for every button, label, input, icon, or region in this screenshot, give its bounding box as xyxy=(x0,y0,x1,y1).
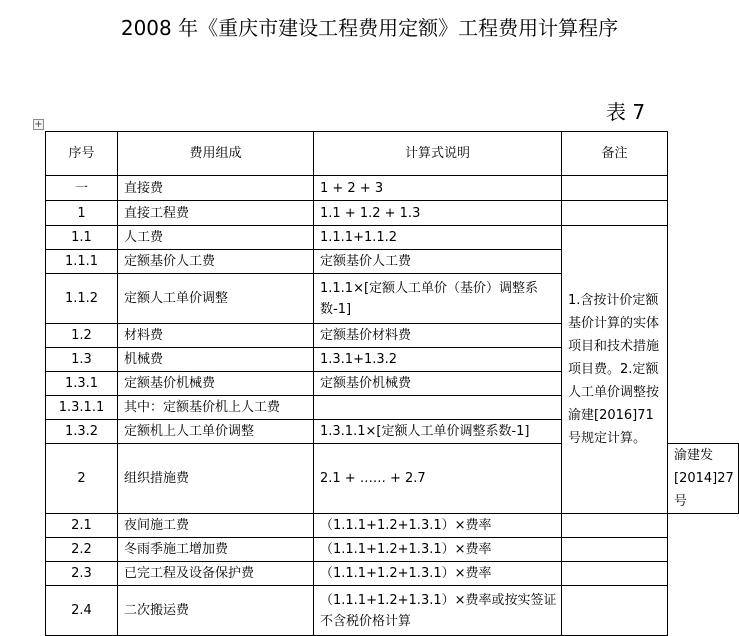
cell-no: 1.3.1.1 xyxy=(46,396,118,420)
cell-remark-note: 渝建发[2014]27 号 xyxy=(668,444,739,514)
cell-formula: （1.1.1+1.2+1.3.1）×费率 xyxy=(314,514,562,538)
cell-formula xyxy=(314,396,562,420)
column-header-remark: 备注 xyxy=(562,132,668,176)
fee-calculation-table xyxy=(45,131,739,636)
cell-component: 定额人工单价调整 xyxy=(118,274,314,324)
cell-formula: 1.3.1.1×[定额人工单价调整系数-1] xyxy=(314,420,562,444)
cell-formula: 2.1 + …… + 2.7 xyxy=(314,444,562,514)
cell-remark xyxy=(562,201,668,226)
cell-no: 2.4 xyxy=(46,586,118,636)
cell-component: 冬雨季施工增加费 xyxy=(118,538,314,562)
page-title: 2008 年《重庆市建设工程费用定额》工程费用计算程序 xyxy=(120,16,619,40)
cell-no: 1.1.1 xyxy=(46,250,118,274)
cell-no: 2.3 xyxy=(46,562,118,586)
cell-no: 2 xyxy=(46,444,118,514)
cell-remark xyxy=(562,586,668,636)
cell-no: 一 xyxy=(46,176,118,201)
cell-component: 夜间施工费 xyxy=(118,514,314,538)
table-move-handle-icon[interactable]: + xyxy=(34,119,43,130)
cell-no: 1.2 xyxy=(46,324,118,348)
cell-component: 二次搬运费 xyxy=(118,586,314,636)
cell-component: 人工费 xyxy=(118,226,314,250)
cell-formula: 1 + 2 + 3 xyxy=(314,176,562,201)
table-row xyxy=(46,538,739,562)
table-row xyxy=(46,586,739,636)
cell-formula: 1.1.1+1.1.2 xyxy=(314,226,562,250)
table-row xyxy=(46,201,739,226)
cell-formula: （1.1.1+1.2+1.3.1）×费率 xyxy=(314,538,562,562)
table-header-row xyxy=(46,132,739,176)
cell-component: 直接工程费 xyxy=(118,201,314,226)
cell-no: 1.1.2 xyxy=(46,274,118,324)
cell-component: 机械费 xyxy=(118,348,314,372)
cell-component: 其中：定额基价机上人工费 xyxy=(118,396,314,420)
cell-remark xyxy=(562,562,668,586)
column-header-formula: 计算式说明 xyxy=(314,132,562,176)
cell-formula: 定额基价人工费 xyxy=(314,250,562,274)
cell-component: 直接费 xyxy=(118,176,314,201)
table-row xyxy=(46,176,739,201)
cell-remark xyxy=(562,538,668,562)
cell-no: 1 xyxy=(46,201,118,226)
cell-component: 定额机上人工单价调整 xyxy=(118,420,314,444)
cell-remark xyxy=(562,514,668,538)
cell-formula: （1.1.1+1.2+1.3.1）×费率 xyxy=(314,562,562,586)
cell-no: 1.3.1 xyxy=(46,372,118,396)
table-number-label: 表 7 xyxy=(606,100,646,124)
column-header-no: 序号 xyxy=(46,132,118,176)
cell-component: 材料费 xyxy=(118,324,314,348)
cell-component: 组织措施费 xyxy=(118,444,314,514)
cell-no: 1.3.2 xyxy=(46,420,118,444)
cell-no: 2.2 xyxy=(46,538,118,562)
cell-no: 1.1 xyxy=(46,226,118,250)
cell-remark-note: 1.含按计价定额基价计算的实体项目和技术措施项目费。2.定额人工单价调整按渝建[2016]71 号规定计算。 xyxy=(562,226,668,514)
cell-no: 1.3 xyxy=(46,348,118,372)
cell-component: 已完工程及设备保护费 xyxy=(118,562,314,586)
cell-remark xyxy=(562,176,668,201)
cell-component: 定额基价机械费 xyxy=(118,372,314,396)
table-row xyxy=(46,514,739,538)
cell-formula: （1.1.1+1.2+1.3.1）×费率或按实签证不含税价格计算 xyxy=(314,586,562,636)
cell-no: 2.1 xyxy=(46,514,118,538)
table-row xyxy=(46,226,739,250)
column-header-component: 费用组成 xyxy=(118,132,314,176)
table-row xyxy=(46,562,739,586)
cell-formula: 定额基价材料费 xyxy=(314,324,562,348)
cell-component: 定额基价人工费 xyxy=(118,250,314,274)
cell-formula: 定额基价机械费 xyxy=(314,372,562,396)
cell-formula: 1.1 + 1.2 + 1.3 xyxy=(314,201,562,226)
cell-formula: 1.3.1+1.3.2 xyxy=(314,348,562,372)
cell-formula: 1.1.1×[定额人工单价（基价）调整系数-1] xyxy=(314,274,562,324)
